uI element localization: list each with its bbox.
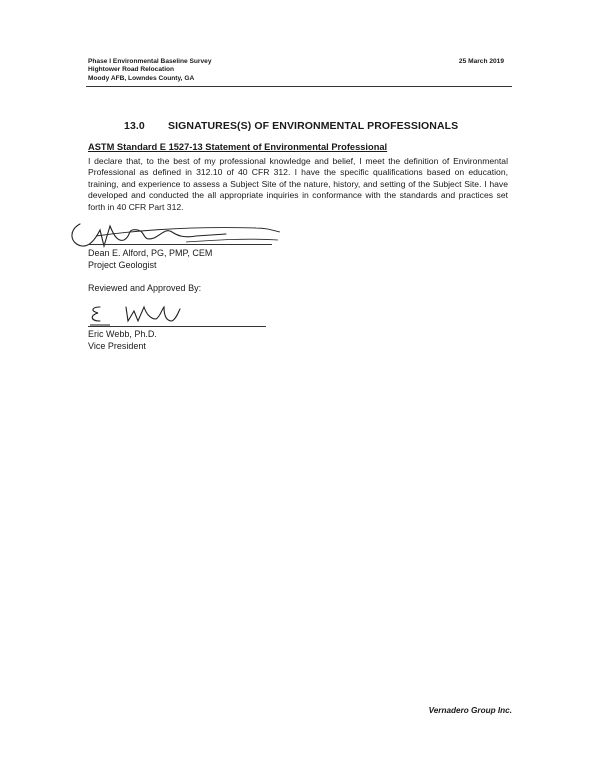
signer-2-title: Vice President xyxy=(88,340,146,351)
signer-2-name: Eric Webb, Ph.D. xyxy=(88,329,157,339)
signature-line-1 xyxy=(88,244,272,245)
reviewed-approved-label: Reviewed and Approved By: xyxy=(88,283,202,293)
signer-1-name: Dean E. Alford, PG, PMP, CEM xyxy=(88,248,213,258)
header-location: Moody AFB, Lowndes County, GA xyxy=(88,74,195,82)
section-number: 13.0 xyxy=(124,120,145,132)
header-project-name: Hightower Road Relocation xyxy=(88,66,175,74)
signer-2-block xyxy=(88,329,157,352)
signature-eric-webb xyxy=(86,301,206,327)
subsection-title: ASTM Standard E 1527-13 Statement of Environmental Professional xyxy=(88,142,388,152)
company-footer: Vernadero Group Inc. xyxy=(428,706,512,715)
section-heading xyxy=(124,120,458,132)
header-report-title: Phase I Environmental Baseline Survey xyxy=(88,58,212,65)
signer-1-title: Project Geologist xyxy=(88,259,157,270)
header-divider xyxy=(86,86,512,87)
document-header xyxy=(88,58,510,83)
declaration-paragraph: I declare that, to the best of my professional knowledge and belief, I meet the definition of Environmental Professional as defined in 312.10 of 40 CFR 312. I have the specific qualifications based on education, training, and experience to assess a Subject Site of the nature, history, and setting of the Subject Site. I have developed and conducted the all appropriate inquiries in conformance with the standards and practices set forth in 40 CFR Part 312. xyxy=(88,156,508,212)
header-date: 25 March 2019 xyxy=(458,58,504,65)
section-title: SIGNATURES(S) OF ENVIRONMENTAL PROFESSIONALS xyxy=(168,120,459,132)
signer-1-block xyxy=(88,248,212,271)
signature-line-2 xyxy=(88,326,266,327)
